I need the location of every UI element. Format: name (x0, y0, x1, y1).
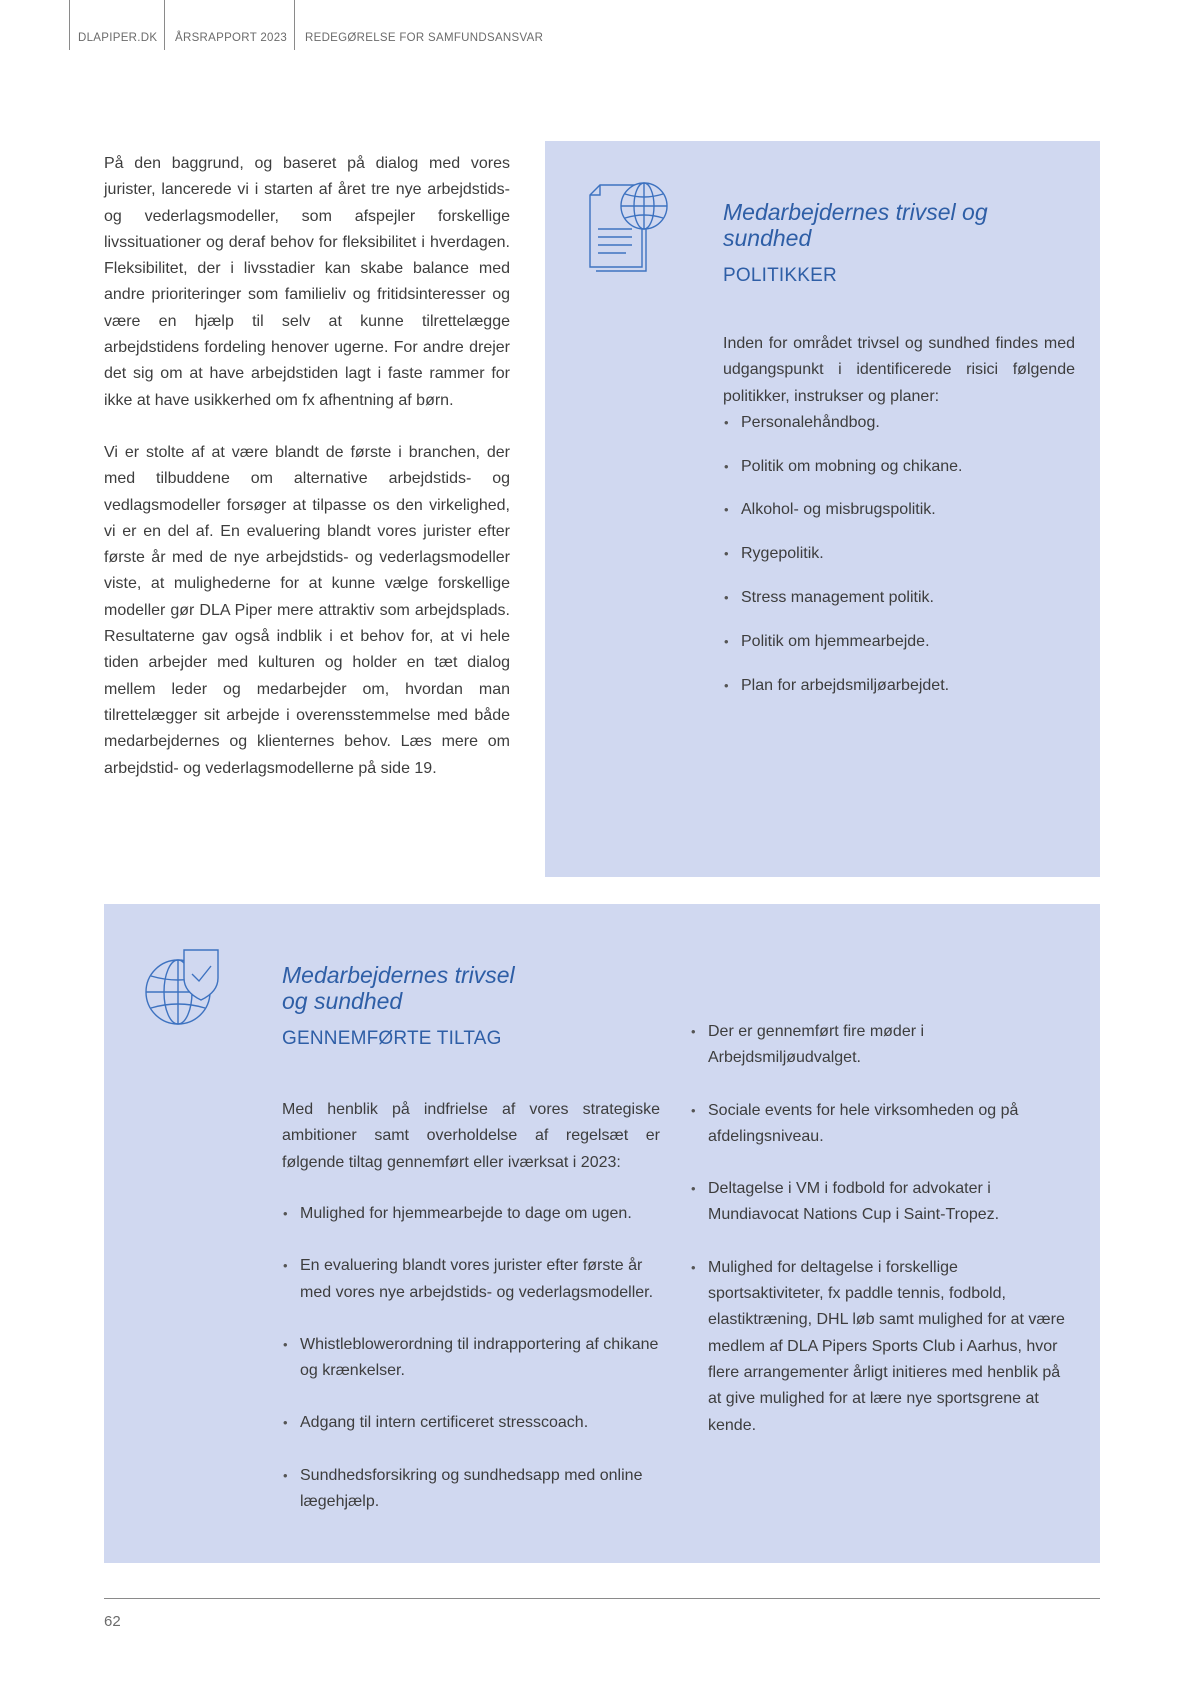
policies-content (723, 199, 1075, 716)
page-header (0, 0, 700, 52)
list-item: • Plan for arbejdsmiljøarbejdet. (723, 673, 1075, 699)
list-item: • Whistleblowerordning til indrapportering af chikane og krænkelser. (282, 1332, 660, 1385)
page-number: 62 (104, 1613, 121, 1630)
header-divider (294, 0, 295, 50)
initiatives-panel (104, 904, 1100, 1563)
panel-subtitle: POLITIKKER (723, 265, 837, 286)
list-item: • Politik om mobning og chikane. (723, 454, 1075, 480)
list-item: • Der er gennemført fire møder i Arbejdsmiljøudvalget. (690, 1019, 1076, 1072)
document-globe-icon (586, 181, 670, 273)
header-section-title: REDEGØRELSE FOR SAMFUNDSANSVAR (305, 32, 544, 44)
header-site-link[interactable]: DLAPIPER.DK (78, 32, 158, 44)
list-item: • Deltagelse i VM i fodbold for advokater i Mundiavocat Nations Cup i Saint-Tropez. (690, 1176, 1076, 1229)
list-item: • Mulighed for hjemmearbejde to dage om ugen. (282, 1201, 660, 1227)
panel-title: Medarbejdernes trivsel og sundhed (282, 962, 515, 1014)
left-column (104, 151, 510, 782)
body-paragraph: På den baggrund, og baseret på dialog med vores jurister, lancerede vi i starten af året tre nye arbejdstids- og vederlagsmodeller, som afspejler forskellige livssituationer og deraf behov for fleksibilitet i hverdagen. Fleksibilitet, der i livsstadier kan skabe balance med andre prioriteringer som familieliv og fritidsinteresser og være en hjælp til selv at kunne tilrettelægge arbejdstidens fordeling henover ugerne. For andre drejer det sig om at have arbejdstiden lagt i faste rammer for ikke at have usikkerhed om fx afhentning af børn. (104, 155, 510, 409)
initiatives-list-right (690, 1019, 1076, 1465)
policies-list (723, 410, 1075, 699)
list-item: • Politik om hjemmearbejde. (723, 629, 1075, 655)
footer-divider (104, 1598, 1100, 1599)
globe-shield-icon (144, 948, 220, 1026)
policies-panel (545, 141, 1100, 877)
header-report-title: ÅRSRAPPORT 2023 (175, 32, 288, 44)
panel-title: Medarbejdernes trivsel og sundhed (723, 199, 988, 251)
header-divider (69, 0, 70, 50)
initiatives-heading (282, 962, 662, 1050)
list-item: • Alkohol- og misbrugspolitik. (723, 497, 1075, 523)
list-item: • En evaluering blandt vores jurister efter første år med vores nye arbejdstids- og vederlagsmodeller. (282, 1253, 660, 1306)
list-item: • Sociale events for hele virksomheden og på afdelingsniveau. (690, 1098, 1076, 1151)
panel-intro: Med henblik på indfrielse af vores strategiske ambitioner samt overholdelse af regelsæt er følgende tiltag gennemført eller iværksat i 2023: (282, 1101, 660, 1171)
list-item: • Sundhedsforsikring og sundhedsapp med online lægehjælp. (282, 1463, 660, 1516)
list-item: • Stress management politik. (723, 585, 1075, 611)
body-paragraph: Vi er stolte af at være blandt de første i branchen, der med tilbuddene om alternative arbejdstids- og vedlagsmodeller forsøger at tilpasse os den virkelighed, vi er en del af. En evaluering blandt vores jurister efter første år med de nye arbejdstids- og vederlagsmodeller viste, at mulighederne for at kunne vælge forskellige modeller gør DLA Piper mere attraktiv som arbejdsplads. Resultaterne gav også indblik i et behov for, at vi hele tiden arbejder med kulturen og holder en tæt dialog mellem leder og medarbejder om, hvordan man tilrettelægger sit arbejde i overensstemmelse med både medarbejdernes og klienternes behov. Læs mere om arbejdstid- og vederlagsmodellerne på side 19. (104, 443, 510, 777)
list-item: • Adgang til intern certificeret stresscoach. (282, 1410, 660, 1436)
panel-intro: Inden for området trivsel og sundhed findes med udgangspunkt i identificerede risici følgende politikker, instrukser og planer: (723, 335, 1075, 405)
panel-subtitle: GENNEMFØRTE TILTAG (282, 1028, 502, 1049)
list-item: • Rygepolitik. (723, 541, 1075, 567)
initiatives-list-left (282, 1201, 660, 1541)
list-item: • Mulighed for deltagelse i forskellige sportsaktiviteter, fx paddle tennis, fodbold, elastiktræning, DHL løb samt mulighed for at være medlem af DLA Pipers Sports Club i Aarhus, hvor flere arrangementer årligt initieres med henblik på at give mulighed for at lære nye sportsgrene at kende. (690, 1255, 1076, 1439)
list-item: • Personalehåndbog. (723, 410, 1075, 436)
header-divider (164, 0, 165, 50)
